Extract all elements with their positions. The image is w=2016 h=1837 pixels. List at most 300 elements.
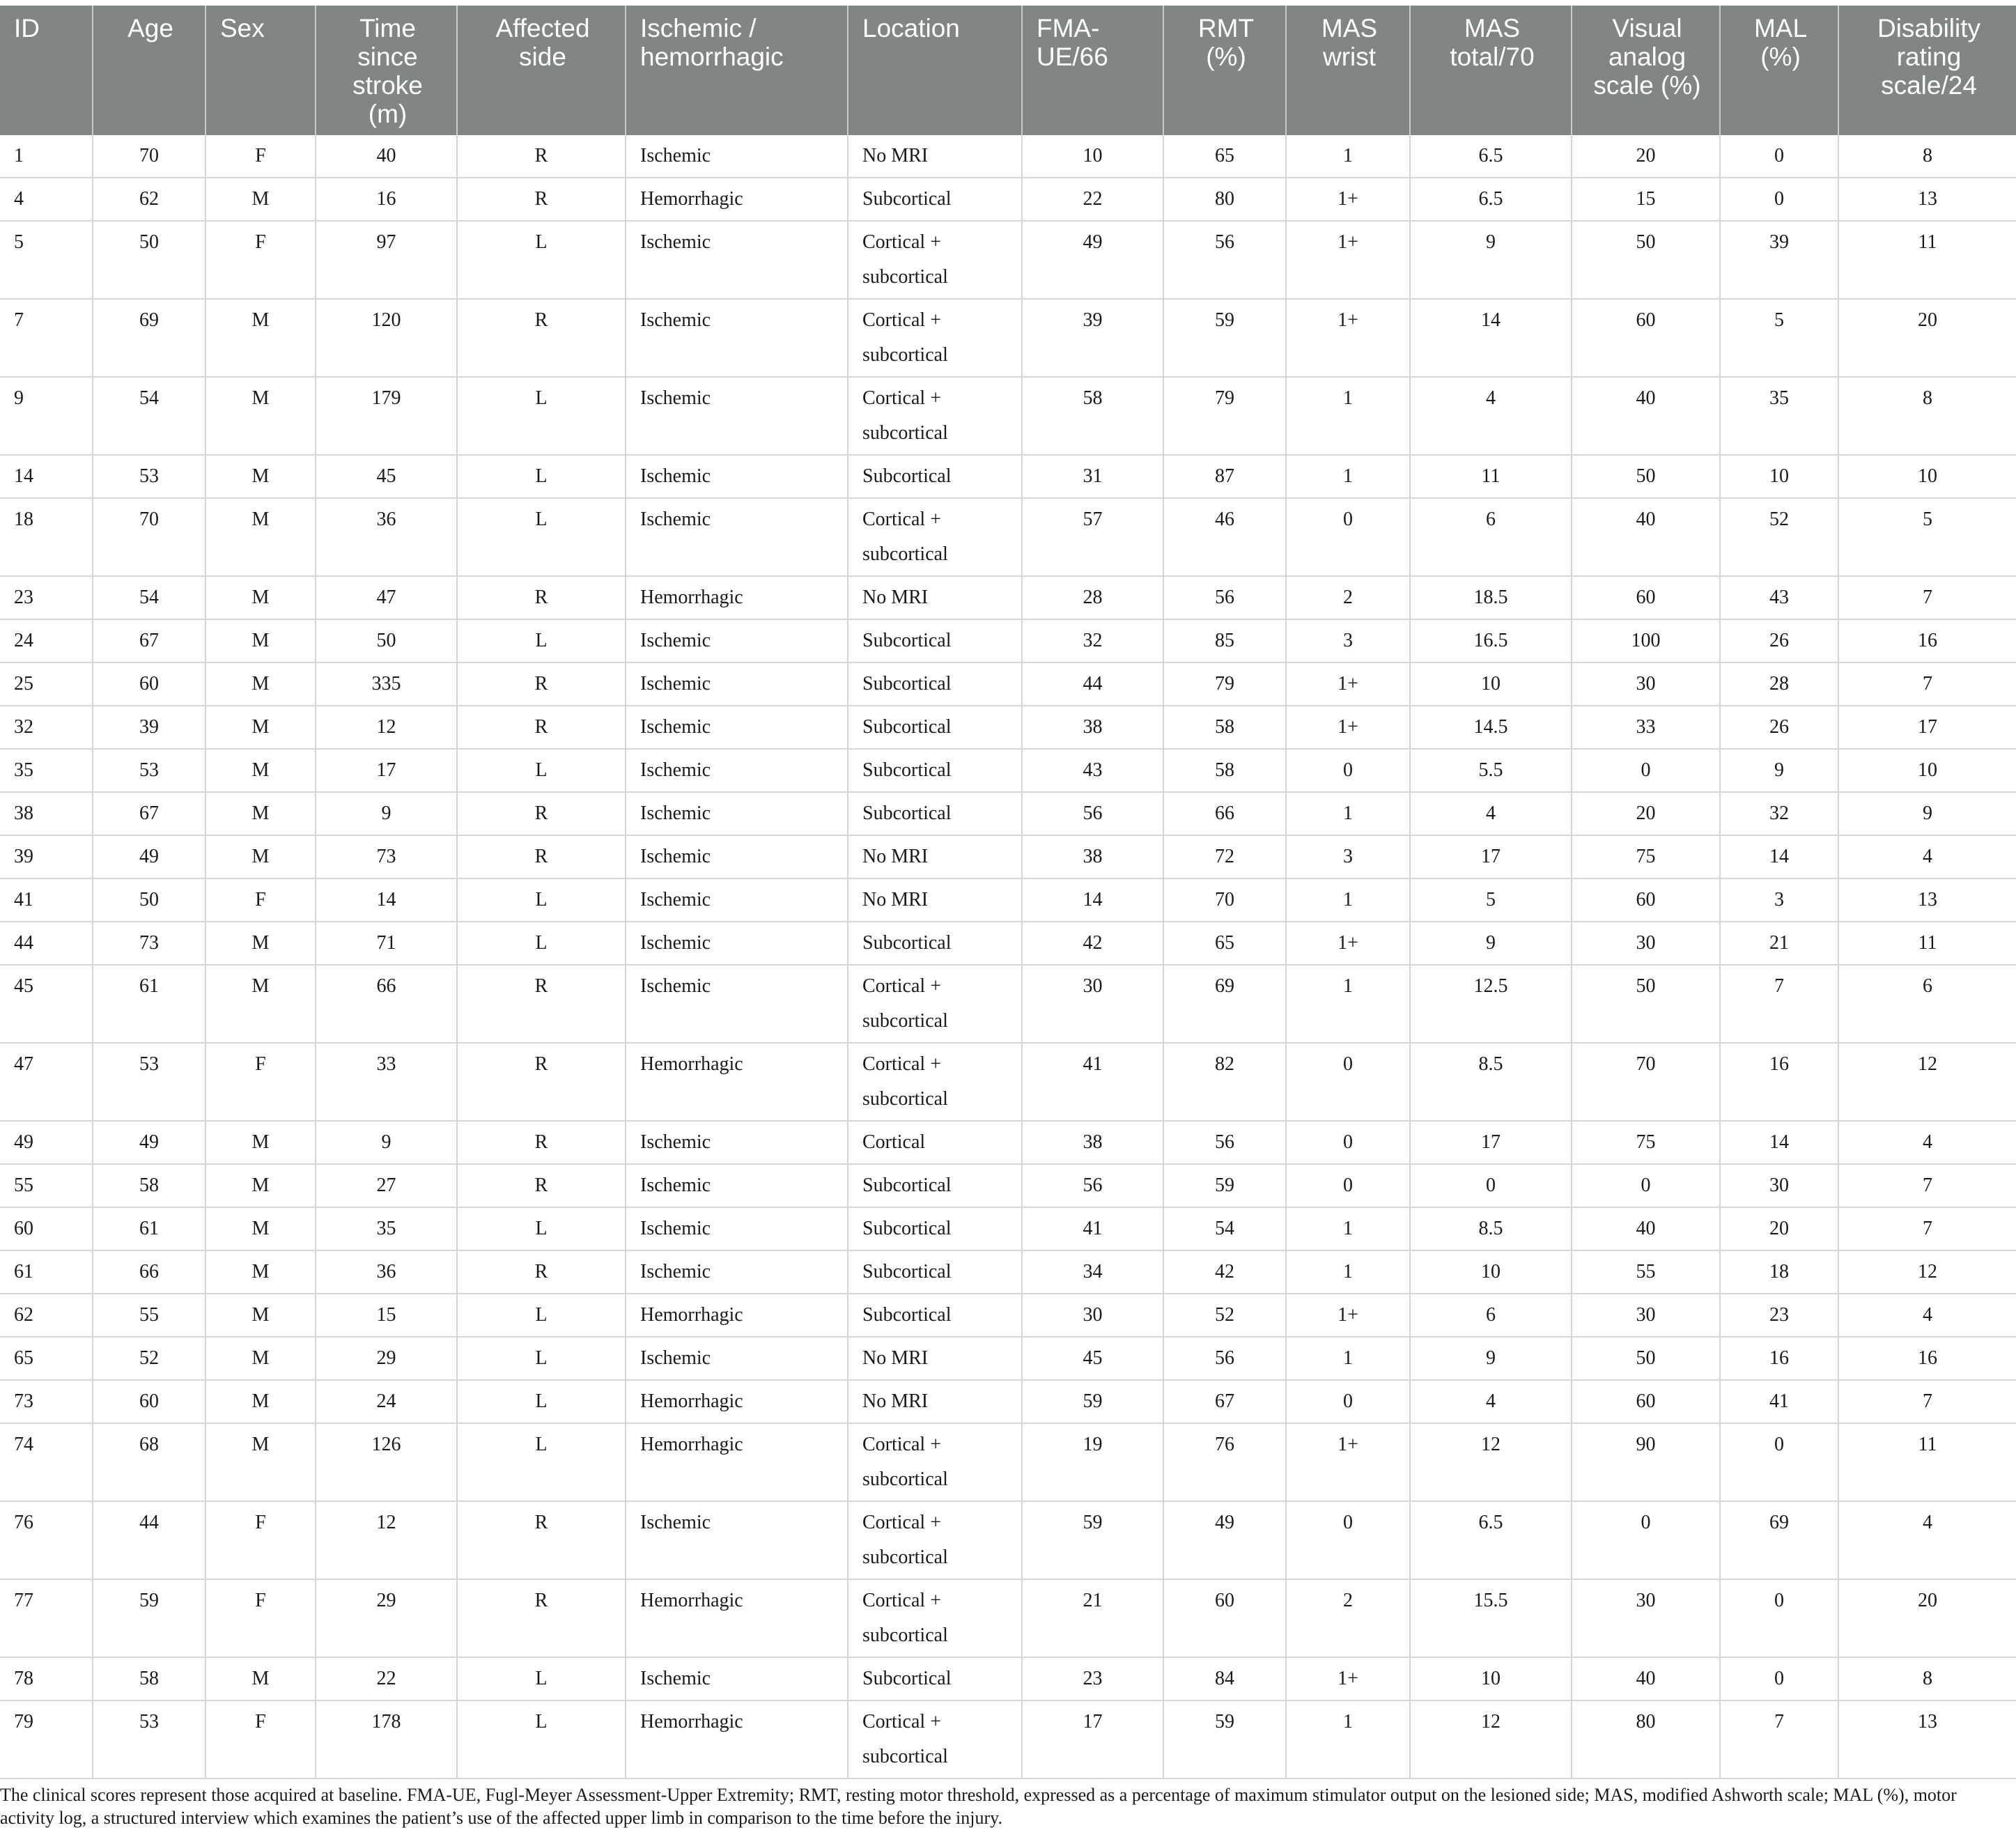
table-row bbox=[0, 619, 2016, 662]
table-cell: 29 bbox=[316, 1579, 457, 1657]
table-cell: 97 bbox=[316, 221, 457, 299]
table-cell: 14 bbox=[1410, 299, 1572, 377]
table-cell: Ischemic bbox=[626, 299, 848, 377]
table-row bbox=[0, 1380, 2016, 1423]
table-row bbox=[0, 178, 2016, 221]
table-cell: M bbox=[206, 1207, 316, 1250]
table-cell: 6 bbox=[1838, 965, 2016, 1043]
table-cell: 13 bbox=[1838, 178, 2016, 221]
table-cell: 14 bbox=[0, 455, 93, 498]
table-cell: Cortical bbox=[848, 1121, 1022, 1164]
table-row bbox=[0, 1250, 2016, 1294]
table-cell: 39 bbox=[93, 706, 206, 749]
table-cell: L bbox=[457, 619, 626, 662]
table-row bbox=[0, 922, 2016, 965]
table-cell: R bbox=[457, 135, 626, 178]
table-cell: 60 bbox=[0, 1207, 93, 1250]
column-header: Location bbox=[848, 6, 1022, 135]
table-cell: M bbox=[206, 792, 316, 835]
table-cell: 4 bbox=[1838, 1121, 2016, 1164]
table-cell: 43 bbox=[1022, 749, 1163, 792]
table-cell: 29 bbox=[316, 1337, 457, 1380]
table-cell: 28 bbox=[1720, 662, 1838, 706]
table-row bbox=[0, 1657, 2016, 1700]
table-cell: 46 bbox=[1163, 498, 1286, 576]
table-cell: Ischemic bbox=[626, 135, 848, 178]
table-cell: 1 bbox=[1286, 965, 1410, 1043]
table-cell: 4 bbox=[0, 178, 93, 221]
column-header: Visual analog scale (%) bbox=[1572, 6, 1720, 135]
table-cell: L bbox=[457, 221, 626, 299]
table-row bbox=[0, 576, 2016, 619]
table-row bbox=[0, 1043, 2016, 1121]
table-cell: 40 bbox=[316, 135, 457, 178]
table-cell: 8 bbox=[1838, 1657, 2016, 1700]
table-cell: Ischemic bbox=[626, 1207, 848, 1250]
table-cell: Ischemic bbox=[626, 878, 848, 922]
table-cell: 12 bbox=[1838, 1043, 2016, 1121]
table-cell: 70 bbox=[93, 498, 206, 576]
table-cell: 61 bbox=[93, 1207, 206, 1250]
column-header: MAS total/70 bbox=[1410, 6, 1572, 135]
table-row bbox=[0, 1700, 2016, 1778]
table-cell: 53 bbox=[93, 1700, 206, 1778]
table-cell: Ischemic bbox=[626, 1337, 848, 1380]
table-cell: Ischemic bbox=[626, 221, 848, 299]
table-cell: 27 bbox=[316, 1164, 457, 1207]
table-cell: 12 bbox=[1410, 1423, 1572, 1501]
table-cell: 7 bbox=[1838, 1207, 2016, 1250]
table-cell: 5 bbox=[1720, 299, 1838, 377]
table-cell: R bbox=[457, 1579, 626, 1657]
table-cell: 56 bbox=[1022, 792, 1163, 835]
table-cell: 16.5 bbox=[1410, 619, 1572, 662]
table-cell: 6 bbox=[1410, 1294, 1572, 1337]
table-cell: Ischemic bbox=[626, 792, 848, 835]
table-cell: 52 bbox=[1163, 1294, 1286, 1337]
table-cell: 59 bbox=[1163, 1700, 1286, 1778]
table-cell: Ischemic bbox=[626, 1121, 848, 1164]
table-cell: R bbox=[457, 299, 626, 377]
table-cell: 9 bbox=[1410, 221, 1572, 299]
table-cell: 4 bbox=[1838, 1294, 2016, 1337]
table-cell: M bbox=[206, 498, 316, 576]
table-header-row bbox=[0, 6, 2016, 135]
table-cell: 9 bbox=[1838, 792, 2016, 835]
table-row bbox=[0, 792, 2016, 835]
table-cell: Hemorrhagic bbox=[626, 1579, 848, 1657]
table-cell: F bbox=[206, 221, 316, 299]
table-cell: L bbox=[457, 377, 626, 455]
table-cell: M bbox=[206, 1294, 316, 1337]
table-cell: 62 bbox=[93, 178, 206, 221]
table-cell: 38 bbox=[1022, 835, 1163, 878]
table-cell: R bbox=[457, 1164, 626, 1207]
table-cell: 39 bbox=[1720, 221, 1838, 299]
table-cell: M bbox=[206, 178, 316, 221]
table-cell: 60 bbox=[93, 1380, 206, 1423]
table-cell: 1+ bbox=[1286, 1294, 1410, 1337]
table-cell: 4 bbox=[1838, 1501, 2016, 1579]
column-header: MAL (%) bbox=[1720, 6, 1838, 135]
table-cell: Ischemic bbox=[626, 498, 848, 576]
table-cell: M bbox=[206, 922, 316, 965]
table-cell: 0 bbox=[1286, 749, 1410, 792]
table-cell: 66 bbox=[316, 965, 457, 1043]
table-cell: 126 bbox=[316, 1423, 457, 1501]
table-cell: 14 bbox=[1720, 835, 1838, 878]
table-cell: M bbox=[206, 619, 316, 662]
table-cell: Hemorrhagic bbox=[626, 1294, 848, 1337]
table-cell: R bbox=[457, 792, 626, 835]
table-cell: M bbox=[206, 1121, 316, 1164]
table-cell: 10 bbox=[1410, 1250, 1572, 1294]
table-cell: 0 bbox=[1572, 749, 1720, 792]
table-cell: M bbox=[206, 1164, 316, 1207]
table-row bbox=[0, 749, 2016, 792]
table-cell: Cortical + subcortical bbox=[848, 221, 1022, 299]
table-cell: 19 bbox=[1022, 1423, 1163, 1501]
table-row bbox=[0, 1501, 2016, 1579]
table-cell: 82 bbox=[1163, 1043, 1286, 1121]
table-cell: 20 bbox=[1838, 299, 2016, 377]
table-row bbox=[0, 498, 2016, 576]
table-cell: 56 bbox=[1163, 1337, 1286, 1380]
table-cell: 90 bbox=[1572, 1423, 1720, 1501]
table-cell: 58 bbox=[93, 1164, 206, 1207]
table-cell: 41 bbox=[1022, 1207, 1163, 1250]
table-cell: 10 bbox=[1838, 455, 2016, 498]
table-cell: 59 bbox=[1022, 1501, 1163, 1579]
table-cell: 69 bbox=[1163, 965, 1286, 1043]
table-cell: 39 bbox=[0, 835, 93, 878]
table-cell: R bbox=[457, 576, 626, 619]
table-cell: M bbox=[206, 576, 316, 619]
table-cell: 0 bbox=[1720, 178, 1838, 221]
table-cell: 3 bbox=[1286, 835, 1410, 878]
column-header: Affected side bbox=[457, 6, 626, 135]
table-cell: 72 bbox=[1163, 835, 1286, 878]
table-row bbox=[0, 662, 2016, 706]
table-cell: 335 bbox=[316, 662, 457, 706]
table-cell: 8.5 bbox=[1410, 1207, 1572, 1250]
table-cell: 18 bbox=[1720, 1250, 1838, 1294]
table-cell: No MRI bbox=[848, 1337, 1022, 1380]
table-row bbox=[0, 835, 2016, 878]
table-cell: 23 bbox=[1022, 1657, 1163, 1700]
table-cell: 50 bbox=[93, 878, 206, 922]
table-cell: 56 bbox=[1022, 1164, 1163, 1207]
table-cell: Cortical + subcortical bbox=[848, 1043, 1022, 1121]
table-cell: M bbox=[206, 662, 316, 706]
table-cell: 58 bbox=[93, 1657, 206, 1700]
table-cell: 30 bbox=[1022, 965, 1163, 1043]
table-cell: 7 bbox=[1838, 662, 2016, 706]
table-cell: 58 bbox=[1163, 706, 1286, 749]
table-cell: 1+ bbox=[1286, 706, 1410, 749]
table-cell: 49 bbox=[0, 1121, 93, 1164]
table-cell: 34 bbox=[1022, 1250, 1163, 1294]
table-cell: 0 bbox=[1720, 1657, 1838, 1700]
table-cell: 5 bbox=[1410, 878, 1572, 922]
table-cell: 53 bbox=[93, 455, 206, 498]
table-cell: 18 bbox=[0, 498, 93, 576]
table-cell: 7 bbox=[1838, 1164, 2016, 1207]
table-cell: M bbox=[206, 1380, 316, 1423]
table-cell: 54 bbox=[93, 377, 206, 455]
table-cell: 43 bbox=[1720, 576, 1838, 619]
table-cell: F bbox=[206, 1700, 316, 1778]
table-cell: 79 bbox=[1163, 662, 1286, 706]
table-cell: 16 bbox=[1720, 1337, 1838, 1380]
table-cell: 23 bbox=[1720, 1294, 1838, 1337]
table-row bbox=[0, 965, 2016, 1043]
table-cell: 50 bbox=[93, 221, 206, 299]
table-cell: 4 bbox=[1410, 1380, 1572, 1423]
table-cell: L bbox=[457, 922, 626, 965]
table-cell: Subcortical bbox=[848, 455, 1022, 498]
table-body bbox=[0, 135, 2016, 1778]
table-cell: 0 bbox=[1286, 1043, 1410, 1121]
table-cell: 33 bbox=[1572, 706, 1720, 749]
table-cell: L bbox=[457, 749, 626, 792]
table-cell: 6.5 bbox=[1410, 1501, 1572, 1579]
table-cell: 11 bbox=[1838, 922, 2016, 965]
table-cell: L bbox=[457, 878, 626, 922]
table-cell: 17 bbox=[1838, 706, 2016, 749]
table-cell: 1 bbox=[1286, 878, 1410, 922]
table-cell: 18.5 bbox=[1410, 576, 1572, 619]
table-cell: L bbox=[457, 1337, 626, 1380]
table-cell: 77 bbox=[0, 1579, 93, 1657]
table-cell: 3 bbox=[1720, 878, 1838, 922]
table-cell: L bbox=[457, 1700, 626, 1778]
table-cell: 56 bbox=[1163, 1121, 1286, 1164]
table-cell: 15 bbox=[1572, 178, 1720, 221]
table-cell: 44 bbox=[1022, 662, 1163, 706]
table-cell: 60 bbox=[1572, 576, 1720, 619]
table-cell: Hemorrhagic bbox=[626, 1043, 848, 1121]
table-cell: Cortical + subcortical bbox=[848, 1579, 1022, 1657]
table-cell: F bbox=[206, 1579, 316, 1657]
table-cell: 10 bbox=[1838, 749, 2016, 792]
table-cell: 1 bbox=[1286, 455, 1410, 498]
table-cell: 20 bbox=[1572, 135, 1720, 178]
table-row bbox=[0, 1207, 2016, 1250]
table-cell: No MRI bbox=[848, 576, 1022, 619]
table-cell: 32 bbox=[1720, 792, 1838, 835]
table-cell: 85 bbox=[1163, 619, 1286, 662]
column-header: Age bbox=[93, 6, 206, 135]
table-cell: 49 bbox=[1022, 221, 1163, 299]
table-row bbox=[0, 455, 2016, 498]
table-cell: 80 bbox=[1163, 178, 1286, 221]
table-cell: 16 bbox=[1720, 1043, 1838, 1121]
table-cell: R bbox=[457, 662, 626, 706]
table-cell: 1 bbox=[1286, 1207, 1410, 1250]
table-cell: 73 bbox=[316, 835, 457, 878]
table-cell: 28 bbox=[1022, 576, 1163, 619]
table-row bbox=[0, 878, 2016, 922]
table-cell: Cortical + subcortical bbox=[848, 1700, 1022, 1778]
table-cell: 10 bbox=[1410, 1657, 1572, 1700]
table-cell: 40 bbox=[1572, 1207, 1720, 1250]
table-cell: 38 bbox=[1022, 706, 1163, 749]
table-cell: 50 bbox=[1572, 965, 1720, 1043]
table-cell: M bbox=[206, 1250, 316, 1294]
table-cell: 38 bbox=[1022, 1121, 1163, 1164]
table-cell: 66 bbox=[1163, 792, 1286, 835]
table-cell: 6.5 bbox=[1410, 135, 1572, 178]
table-cell: 59 bbox=[1163, 1164, 1286, 1207]
column-header: MAS wrist bbox=[1286, 6, 1410, 135]
table-cell: 23 bbox=[0, 576, 93, 619]
table-cell: 6.5 bbox=[1410, 178, 1572, 221]
table-cell: 0 bbox=[1720, 135, 1838, 178]
table-cell: 13 bbox=[1838, 878, 2016, 922]
table-cell: 31 bbox=[1022, 455, 1163, 498]
table-cell: 44 bbox=[93, 1501, 206, 1579]
table-cell: 70 bbox=[1572, 1043, 1720, 1121]
table-cell: 32 bbox=[0, 706, 93, 749]
table-cell: 40 bbox=[1572, 377, 1720, 455]
table-cell: M bbox=[206, 1423, 316, 1501]
table-cell: 4 bbox=[1410, 377, 1572, 455]
table-cell: 1 bbox=[1286, 1700, 1410, 1778]
table-cell: 4 bbox=[1410, 792, 1572, 835]
table-cell: 38 bbox=[0, 792, 93, 835]
table-row bbox=[0, 221, 2016, 299]
table-cell: 84 bbox=[1163, 1657, 1286, 1700]
table-cell: R bbox=[457, 178, 626, 221]
table-cell: 79 bbox=[1163, 377, 1286, 455]
table-cell: 14 bbox=[1720, 1121, 1838, 1164]
table-cell: Cortical + subcortical bbox=[848, 1501, 1022, 1579]
table-cell: 44 bbox=[0, 922, 93, 965]
table-cell: 67 bbox=[93, 792, 206, 835]
table-cell: R bbox=[457, 835, 626, 878]
table-cell: 178 bbox=[316, 1700, 457, 1778]
table-cell: Hemorrhagic bbox=[626, 1380, 848, 1423]
column-header: Disability rating scale/24 bbox=[1838, 6, 2016, 135]
table-cell: 1 bbox=[1286, 1250, 1410, 1294]
table-cell: Hemorrhagic bbox=[626, 178, 848, 221]
table-cell: 24 bbox=[316, 1380, 457, 1423]
table-cell: Ischemic bbox=[626, 922, 848, 965]
table-cell: 8 bbox=[1838, 377, 2016, 455]
table-cell: 17 bbox=[1410, 835, 1572, 878]
table-cell: M bbox=[206, 965, 316, 1043]
table-cell: 14 bbox=[1022, 878, 1163, 922]
table-cell: 53 bbox=[93, 1043, 206, 1121]
table-cell: 59 bbox=[1022, 1380, 1163, 1423]
table-cell: 75 bbox=[1572, 835, 1720, 878]
table-cell: 58 bbox=[1022, 377, 1163, 455]
table-cell: 58 bbox=[1163, 749, 1286, 792]
table-cell: 10 bbox=[1720, 455, 1838, 498]
table-cell: M bbox=[206, 706, 316, 749]
table-cell: 1 bbox=[1286, 377, 1410, 455]
table-cell: 7 bbox=[1838, 1380, 2016, 1423]
table-cell: 41 bbox=[0, 878, 93, 922]
table-cell: 57 bbox=[1022, 498, 1163, 576]
table-cell: 50 bbox=[1572, 221, 1720, 299]
table-cell: 55 bbox=[93, 1294, 206, 1337]
table-cell: 25 bbox=[0, 662, 93, 706]
table-cell: 26 bbox=[1720, 619, 1838, 662]
table-cell: R bbox=[457, 1501, 626, 1579]
table-cell: 78 bbox=[0, 1657, 93, 1700]
table-cell: 9 bbox=[1720, 749, 1838, 792]
table-cell: 5 bbox=[1838, 498, 2016, 576]
table-cell: 20 bbox=[1720, 1207, 1838, 1250]
table-cell: Subcortical bbox=[848, 178, 1022, 221]
table-cell: M bbox=[206, 749, 316, 792]
table-cell: 60 bbox=[93, 662, 206, 706]
table-cell: 14 bbox=[316, 878, 457, 922]
table-cell: 0 bbox=[1286, 1380, 1410, 1423]
table-cell: L bbox=[457, 1657, 626, 1700]
table-cell: 3 bbox=[1286, 619, 1410, 662]
table-cell: Cortical + subcortical bbox=[848, 965, 1022, 1043]
table-cell: R bbox=[457, 1043, 626, 1121]
table-cell: Subcortical bbox=[848, 1657, 1022, 1700]
table-cell: 10 bbox=[1410, 662, 1572, 706]
table-cell: 11 bbox=[1838, 1423, 2016, 1501]
table-cell: M bbox=[206, 835, 316, 878]
table-cell: 32 bbox=[1022, 619, 1163, 662]
table-cell: 7 bbox=[1720, 965, 1838, 1043]
column-header: RMT (%) bbox=[1163, 6, 1286, 135]
table-cell: 67 bbox=[1163, 1380, 1286, 1423]
table-row bbox=[0, 706, 2016, 749]
table-cell: 21 bbox=[1022, 1579, 1163, 1657]
table-cell: 12 bbox=[316, 706, 457, 749]
table-cell: 1+ bbox=[1286, 1657, 1410, 1700]
table-cell: 50 bbox=[1572, 1337, 1720, 1380]
table-cell: 73 bbox=[93, 922, 206, 965]
table-cell: M bbox=[206, 299, 316, 377]
table-cell: 12 bbox=[316, 1501, 457, 1579]
table-cell: Hemorrhagic bbox=[626, 1423, 848, 1501]
table-cell: No MRI bbox=[848, 135, 1022, 178]
table-cell: F bbox=[206, 878, 316, 922]
table-cell: 45 bbox=[0, 965, 93, 1043]
table-cell: 65 bbox=[1163, 135, 1286, 178]
table-cell: 0 bbox=[1286, 498, 1410, 576]
table-cell: L bbox=[457, 1207, 626, 1250]
table-cell: 26 bbox=[1720, 706, 1838, 749]
table-cell: F bbox=[206, 135, 316, 178]
table-cell: 40 bbox=[1572, 1657, 1720, 1700]
table-cell: 39 bbox=[1022, 299, 1163, 377]
table-cell: Ischemic bbox=[626, 965, 848, 1043]
table-cell: 12 bbox=[1838, 1250, 2016, 1294]
table-cell: 8.5 bbox=[1410, 1043, 1572, 1121]
table-cell: 71 bbox=[316, 922, 457, 965]
table-cell: 33 bbox=[316, 1043, 457, 1121]
table-cell: 2 bbox=[1286, 576, 1410, 619]
table-cell: 42 bbox=[1163, 1250, 1286, 1294]
table-cell: 50 bbox=[316, 619, 457, 662]
table-cell: 54 bbox=[1163, 1207, 1286, 1250]
table-cell: 0 bbox=[1286, 1121, 1410, 1164]
table-cell: 45 bbox=[1022, 1337, 1163, 1380]
table-cell: 49 bbox=[1163, 1501, 1286, 1579]
table-cell: 15 bbox=[316, 1294, 457, 1337]
table-cell: 61 bbox=[0, 1250, 93, 1294]
table-cell: Ischemic bbox=[626, 1501, 848, 1579]
